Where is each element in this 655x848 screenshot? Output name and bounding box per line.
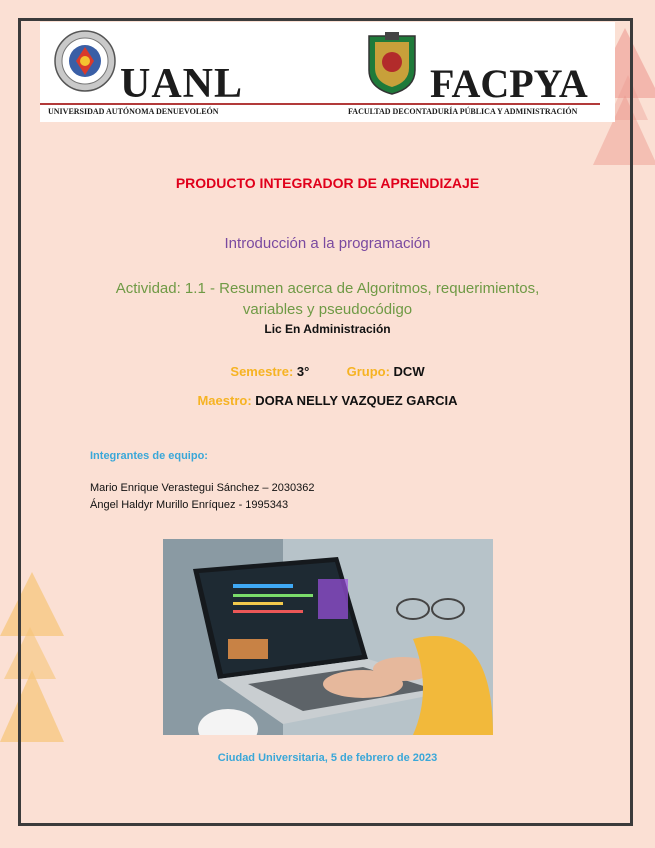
- group-value: DCW: [393, 364, 425, 379]
- uanl-subtitle: UNIVERSIDAD AUTÓNOMA DENUEVOLEÓN: [48, 107, 219, 116]
- footer-date: Ciudad Universitaria, 5 de febrero de 2023: [217, 752, 438, 764]
- uanl-seal-icon: [54, 30, 116, 92]
- teacher-value: DORA NELLY VAZQUEZ GARCIA: [255, 393, 458, 408]
- facpya-subtitle: FACULTAD DECONTADURÍA PÚBLICA Y ADMINISTRACIÓN: [348, 107, 578, 116]
- team-label: Integrantes de equipo:: [90, 450, 208, 462]
- facpya-seal-icon: [365, 30, 419, 96]
- semester-value: 3°: [296, 364, 310, 379]
- team-member-2: Ángel Haldyr Murillo Enríquez - 1995343: [90, 499, 289, 511]
- group-label: Grupo:: [346, 364, 390, 379]
- teacher-row: [40, 393, 615, 408]
- activity-description: [40, 278, 615, 320]
- uanl-logo-text: UANL: [120, 61, 244, 107]
- team-member-1: Mario Enrique Verastegui Sánchez – 2030362: [90, 482, 315, 494]
- career-name: Lic En Administración: [264, 322, 391, 336]
- semester-label: Semestre:: [230, 364, 294, 379]
- activity-line-2: variables y pseudocódigo: [242, 301, 413, 318]
- subject-name: Introducción a la programación: [224, 235, 431, 252]
- document-title: PRODUCTO INTEGRADOR DE APRENDIZAJE: [175, 175, 480, 191]
- semester-group-row: [40, 364, 615, 379]
- laptop-photo: [163, 539, 493, 735]
- teacher-label: Maestro:: [197, 393, 252, 408]
- facpya-logo-text: FACPYA: [430, 61, 588, 106]
- activity-line-1: Actividad: 1.1 - Resumen acerca de Algoritmos, requerimientos,: [115, 280, 540, 297]
